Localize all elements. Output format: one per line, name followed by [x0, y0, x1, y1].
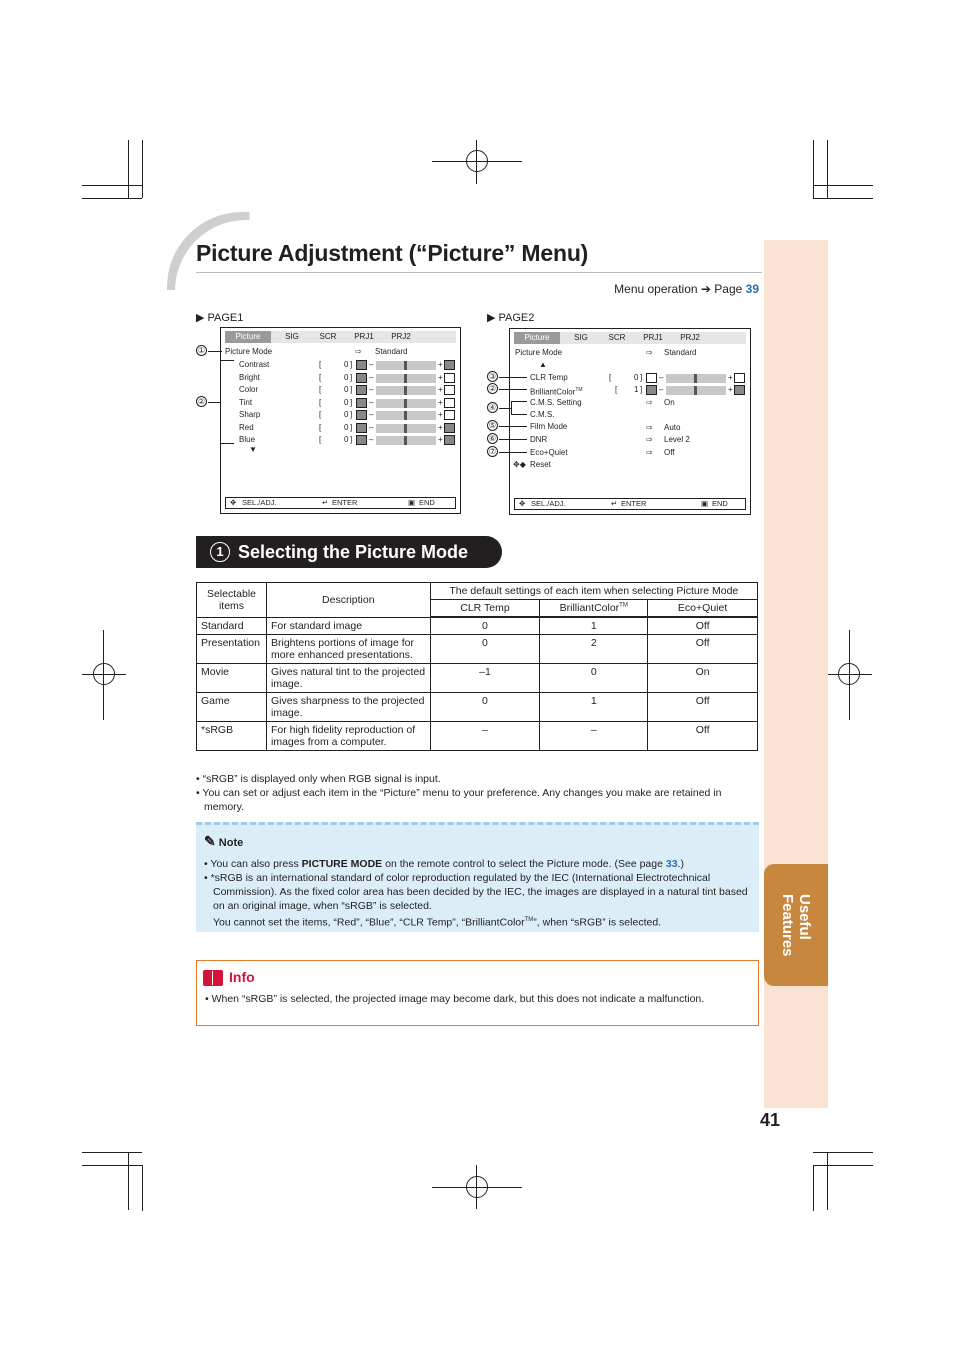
- brilliant-high-icon: [734, 385, 745, 395]
- cell-desc: Gives natural tint to the projected image.: [266, 664, 430, 693]
- contrast-high-icon: [444, 360, 455, 370]
- cell-bc: 0: [540, 664, 648, 693]
- clr-temp-high-icon: [734, 373, 745, 383]
- th-eco: Eco+Quiet: [648, 600, 758, 618]
- sharp-low-icon: [356, 410, 367, 420]
- table-row: [197, 635, 758, 664]
- eco-quiet-value[interactable]: Off: [664, 448, 675, 457]
- th-clr-temp: CLR Temp: [430, 600, 540, 618]
- tint-label: Tint: [239, 397, 253, 407]
- picture-mode-arrow-icon: ⇨: [355, 347, 362, 356]
- dnr-value[interactable]: Level 2: [664, 435, 690, 444]
- cms-label[interactable]: C.M.S.: [530, 410, 555, 419]
- red-value: 0: [344, 422, 349, 432]
- cms-setting-value[interactable]: On: [664, 398, 675, 407]
- picture-mode-table: [196, 582, 758, 751]
- tab-scr[interactable]: SCR: [319, 332, 337, 341]
- th-brilliant: BrilliantColor™: [540, 600, 648, 618]
- callout-2: ②: [197, 397, 206, 406]
- tab-prj2[interactable]: PRJ2: [680, 333, 700, 342]
- section-heading: 1 Selecting the Picture Mode: [196, 536, 502, 568]
- cms-setting-label: C.M.S. Setting: [530, 398, 582, 407]
- th-selectable: Selectable items: [197, 583, 267, 618]
- enter-icon: ↵: [322, 498, 329, 507]
- tab-prj1[interactable]: PRJ1: [643, 333, 663, 342]
- brilliant-color-value: 1: [634, 385, 639, 394]
- contrast-label: Contrast: [239, 360, 270, 369]
- sharp-value: 0: [344, 410, 349, 419]
- note-bullet-1: • You can also press PICTURE MODE on the remote control to select the Picture mode. (See page 33.): [204, 858, 684, 870]
- clr-temp-slider[interactable]: [666, 374, 726, 383]
- picture-mode-arrow-icon: ⇨: [646, 348, 653, 357]
- tab-prj2[interactable]: PRJ2: [391, 332, 411, 341]
- cell-item: Game: [197, 693, 267, 722]
- end-icon: ▣: [701, 499, 709, 508]
- tab-sig[interactable]: SIG: [574, 333, 588, 342]
- callout-3: ③: [488, 372, 497, 381]
- down-arrow-icon: ▼: [249, 445, 257, 454]
- cell-clr: 0: [430, 693, 540, 722]
- cell-item: Standard: [197, 617, 267, 635]
- contrast-slider[interactable]: [376, 361, 436, 370]
- dnr-arrow-icon: ⇨: [646, 435, 653, 444]
- reset-label[interactable]: Reset: [530, 460, 551, 469]
- color-label: Color: [239, 385, 259, 394]
- eco-quiet-arrow-icon: ⇨: [646, 448, 653, 457]
- page-number: 41: [759, 1110, 780, 1130]
- side-tab-label: Useful Features: [779, 893, 813, 957]
- up-arrow-icon: ▲: [539, 360, 547, 369]
- table-row: [197, 693, 758, 722]
- film-mode-arrow-icon: ⇨: [646, 423, 653, 432]
- tint-value: 0: [344, 397, 349, 407]
- reset-icon: ✥◆: [513, 460, 526, 469]
- sel-adj-icon: ✥: [519, 499, 526, 508]
- cell-eco: Off: [648, 617, 758, 635]
- contrast-low-icon: [356, 360, 367, 370]
- note-bullet-2: • *sRGB is an international standard of color reproduction regulated by the IEC (International Electrotechnical Commission). As the fixed color area has been decided by the IEC, the images are displayed in a natural tint based on an original image, when “sRGB” is selected.: [204, 872, 748, 912]
- table-row: [197, 617, 758, 635]
- color-slider[interactable]: [376, 386, 436, 395]
- tab-picture[interactable]: Picture: [225, 331, 271, 343]
- bright-label: Bright: [239, 372, 260, 382]
- eco-quiet-label: Eco+Quiet: [530, 448, 568, 457]
- cell-bc: –: [540, 722, 648, 751]
- callout-7: ⑦: [488, 447, 497, 456]
- bright-high-icon: [444, 373, 455, 383]
- note-bullet-3: You cannot set the items, “Red”, “Blue”, “CLR Temp”, “BrilliantColor™”, when “sRGB” is selected.: [213, 916, 662, 929]
- cell-bc: 1: [540, 617, 648, 635]
- osd-page2: Picture SIG SCR PRJ1 PRJ2 Picture Mode ⇨ Standard ▲ CLR Temp [ 0 ] – + BrilliantColor™ [ 1 ] – + C.M.S. Setting ⇨ On C.M.S. Film Mode ⇨ Auto DNR ⇨ Level 2 Eco+Quiet ⇨ Off ✥◆ Reset ✥ SEL./ADJ. ↵ ENTER ▣ END: [509, 328, 751, 515]
- tab-picture[interactable]: Picture: [514, 332, 560, 344]
- clr-temp-label: CLR Temp: [530, 373, 568, 382]
- blue-high-icon: [444, 435, 455, 445]
- clr-temp-value: 0: [634, 373, 639, 382]
- bright-slider[interactable]: [376, 374, 436, 383]
- brilliant-color-label: BrilliantColor™: [530, 387, 583, 397]
- info-box: [196, 960, 759, 1026]
- sel-adj-icon: ✥: [230, 498, 237, 507]
- sharp-slider[interactable]: [376, 411, 436, 420]
- enter-icon: ↵: [611, 499, 618, 508]
- tint-high-icon: [444, 398, 455, 408]
- clr-temp-low-icon: [646, 373, 657, 383]
- book-icon: [203, 970, 223, 986]
- contrast-value: 0: [344, 360, 349, 369]
- film-mode-value[interactable]: Auto: [664, 423, 681, 432]
- callout-4: ④: [488, 403, 497, 412]
- sharp-label: Sharp: [239, 410, 261, 419]
- tab-scr[interactable]: SCR: [608, 333, 626, 342]
- tab-prj1[interactable]: PRJ1: [354, 332, 374, 341]
- cms-setting-arrow-icon: ⇨: [646, 398, 653, 407]
- callout-2b: ②: [488, 384, 497, 393]
- color-high-icon: [444, 385, 455, 395]
- tint-slider[interactable]: [376, 399, 436, 408]
- cell-eco: Off: [648, 722, 758, 751]
- bullet-memory: • You can set or adjust each item in the “Picture” menu to your preference. Any changes you make are retained in memory.: [196, 787, 722, 813]
- cell-bc: 1: [540, 693, 648, 722]
- info-text: • When “sRGB” is selected, the projected image may become dark, but this does not indicate a malfunction.: [205, 993, 705, 1005]
- page2-label: ▶ PAGE2: [487, 312, 535, 324]
- brilliant-color-slider[interactable]: [666, 386, 726, 395]
- cell-item: Movie: [197, 664, 267, 693]
- table-row: [197, 664, 758, 693]
- bright-low-icon: [356, 373, 367, 383]
- cell-clr: –: [430, 722, 540, 751]
- th-description: Description: [266, 583, 430, 618]
- cell-desc: For high fidelity reproduction of images from a computer.: [266, 722, 430, 751]
- cell-clr: –1: [430, 664, 540, 693]
- red-low-icon: [356, 423, 367, 433]
- page1-label: ▶ PAGE1: [196, 312, 244, 324]
- cell-item: *sRGB: [197, 722, 267, 751]
- osd-page1-footer: ✥ SEL./ADJ. ↵ ENTER ▣ END: [225, 497, 456, 509]
- section-number: 1: [210, 542, 230, 562]
- red-high-icon: [444, 423, 455, 433]
- cell-bc: 2: [540, 635, 648, 664]
- sharp-high-icon: [444, 410, 455, 420]
- menu-operation-page-link[interactable]: 39: [745, 282, 759, 296]
- red-slider[interactable]: [376, 424, 436, 433]
- callout-1: ①: [197, 346, 206, 355]
- menu-operation-ref: Menu operation ➔ Page 39: [614, 282, 759, 296]
- film-mode-label: Film Mode: [530, 422, 568, 431]
- picture-mode-value[interactable]: Standard: [664, 348, 697, 357]
- osd-page2-footer: ✥ SEL./ADJ. ↵ ENTER ▣ END: [514, 498, 746, 510]
- table-row: [197, 722, 758, 751]
- th-default: The default settings of each item when selecting Picture Mode: [430, 583, 757, 600]
- blue-low-icon: [356, 435, 367, 445]
- note-box: [196, 822, 759, 932]
- red-label: Red: [239, 422, 254, 432]
- brilliant-low-icon: [646, 385, 657, 395]
- color-value: 0: [344, 385, 349, 394]
- cell-eco: Off: [648, 635, 758, 664]
- dnr-label: DNR: [530, 435, 548, 444]
- bright-value: 0: [344, 372, 349, 382]
- tab-sig[interactable]: SIG: [285, 332, 299, 341]
- cell-desc: Brightens portions of image for more enhanced presentations.: [266, 635, 430, 664]
- cell-clr: 0: [430, 617, 540, 635]
- end-icon: ▣: [408, 498, 416, 507]
- picture-mode-value[interactable]: Standard: [375, 347, 408, 356]
- cell-item: Presentation: [197, 635, 267, 664]
- blue-label: Blue: [239, 435, 256, 444]
- pencil-icon: ✎: [204, 833, 216, 849]
- cell-clr: 0: [430, 635, 540, 664]
- cell-desc: Gives sharpness to the projected image.: [266, 693, 430, 722]
- title-rule: [196, 272, 762, 273]
- picture-mode-label: Picture Mode: [515, 348, 563, 357]
- osd-page1-tabs: [225, 331, 456, 343]
- info-heading: Info: [229, 969, 255, 985]
- callout-5: ⑤: [488, 421, 497, 430]
- cell-eco: On: [648, 664, 758, 693]
- picture-mode-label: Picture Mode: [225, 347, 273, 356]
- callout-6: ⑥: [488, 434, 497, 443]
- cell-eco: Off: [648, 693, 758, 722]
- blue-slider[interactable]: [376, 436, 436, 445]
- tint-low-icon: [356, 398, 367, 408]
- cell-desc: For standard image: [266, 617, 430, 635]
- blue-value: 0: [344, 435, 349, 444]
- note-heading: ✎ Note: [204, 833, 244, 849]
- osd-page2-tabs: [514, 332, 746, 344]
- osd-page1: Picture SIG SCR PRJ1 PRJ2 Picture Mode ⇨ Standard Contrast [ 0 ] – + Bright [ 0 ] – + Color [ 0 ] – + Tint [ 0 ] – + Sharp [ 0 ] – + Red [ 0 ] – + Blue [ 0 ] – + ▼ ✥ SEL./ADJ. ↵ ENTER ▣ END: [220, 327, 461, 514]
- bullet-srgb: • “sRGB” is displayed only when RGB signal is input.: [196, 773, 441, 785]
- page-title: Picture Adjustment (“Picture” Menu): [196, 240, 589, 266]
- color-low-icon: [356, 385, 367, 395]
- bullet-notes: [196, 772, 756, 814]
- note-page-link[interactable]: 33: [665, 858, 678, 870]
